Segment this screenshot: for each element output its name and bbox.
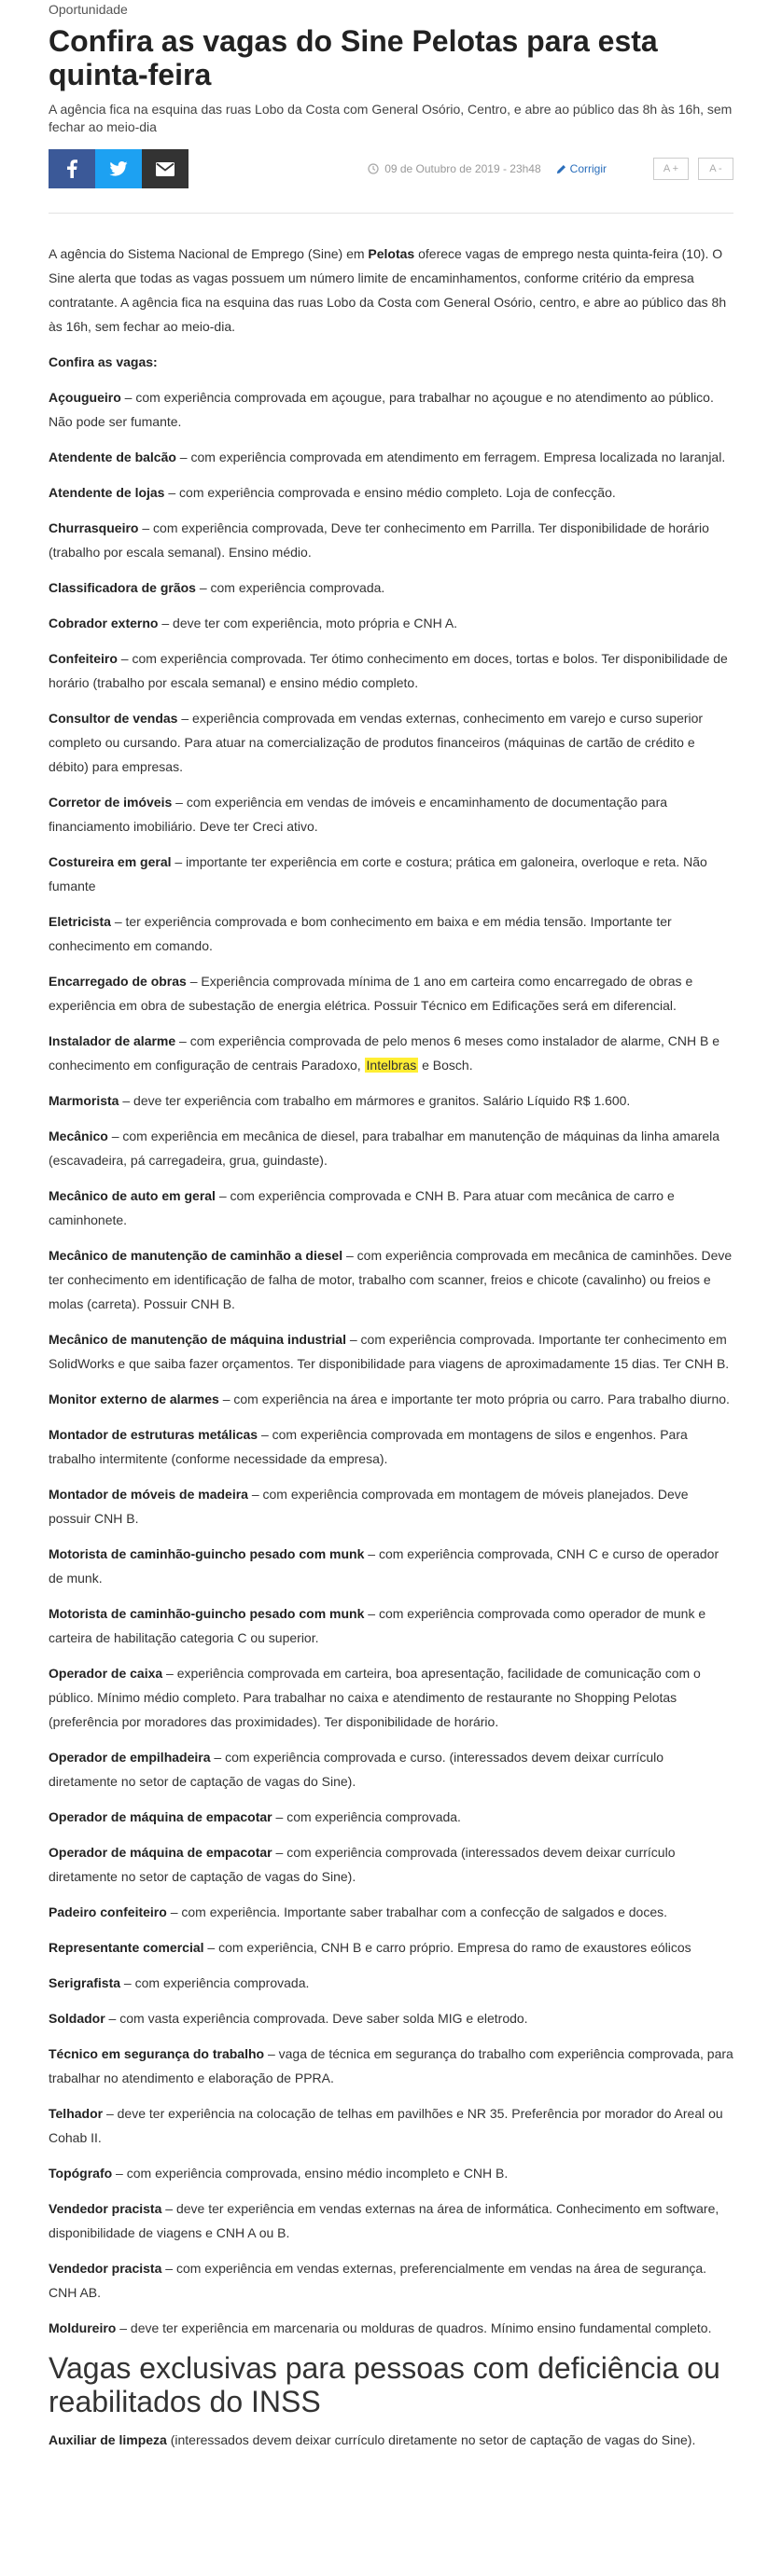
job-item bbox=[49, 2101, 733, 2150]
section-label-text: Confira as vagas: bbox=[49, 354, 158, 369]
job-description: – experiência comprovada em vendas externas, conhecimento em varejo e curso superior completo ou cursando. Para atuar na comercialização de produtos financeiros (máquinas de cartão de crédito e débito) para empresas. bbox=[49, 711, 704, 774]
article-toolbar bbox=[49, 149, 733, 188]
job-item bbox=[49, 1661, 733, 1734]
job-item bbox=[49, 1184, 733, 1232]
twitter-icon bbox=[109, 161, 128, 176]
email-share-button[interactable] bbox=[142, 149, 189, 188]
job-description: – com experiência comprovada. bbox=[272, 1809, 461, 1824]
job-item bbox=[49, 1422, 733, 1471]
job-description: – com experiência comprovada em montagem de móveis planejados. Deve possuir CNH B. bbox=[49, 1487, 689, 1526]
job-item bbox=[49, 445, 733, 469]
section-kicker: Oportunidade bbox=[49, 2, 128, 17]
pencil-icon bbox=[556, 164, 566, 174]
job-item bbox=[49, 1124, 733, 1172]
highlighted-term: Intelbras bbox=[366, 1058, 417, 1073]
job-item bbox=[49, 1971, 733, 1995]
job-title: Vendedor pracista bbox=[49, 2261, 162, 2276]
job-title: Operador de caixa bbox=[49, 1666, 163, 1681]
job-description: – com vasta experiência comprovada. Deve saber solda MIG e eletrodo. bbox=[105, 2011, 528, 2026]
job-description: – com experiência comprovada, Deve ter conhecimento em Parrilla. Ter disponibilidade de horário (trabalho por escala semanal). Ensino médio. bbox=[49, 520, 709, 560]
job-description: – experiência comprovada em carteira, boa apresentação, facilidade de comunicação com o público. Mínimo médio completo. Para trabalhar no caixa e atendimento de restaurante no Shopping Pelotas (preferência por moradores das proximidades). Ter disponibilidade de horário. bbox=[49, 1666, 701, 1729]
section-label bbox=[49, 350, 733, 374]
job-title: Topógrafo bbox=[49, 2166, 113, 2181]
job-description: – com experiência comprovada em mecânica de caminhões. Deve ter conhecimento em identificação de falha de motor, trabalho com scanner, freios e chicote (cavalinho) ou freios e molas (carreta). Possuir CNH B. bbox=[49, 1248, 733, 1311]
job-item bbox=[49, 1745, 733, 1794]
job-title: Motorista de caminhão-guincho pesado com munk bbox=[49, 1546, 365, 1561]
job-title: Monitor externo de alarmes bbox=[49, 1392, 219, 1406]
job-description: – com experiência na área e importante ter moto própria ou carro. Para trabalho diurno. bbox=[218, 1392, 730, 1406]
facebook-share-button[interactable] bbox=[49, 149, 95, 188]
pcd-job-list bbox=[49, 2428, 733, 2452]
font-decrease-button[interactable]: A - bbox=[698, 158, 733, 180]
correct-label: Corrigir bbox=[569, 162, 607, 175]
job-description: – com experiência comprovada. Importante ter conhecimento em SolidWorks e que saiba fazer orçamentos. Ter disponibilidade para viagens de aproximadamente 15 dias. Ter CNH B. bbox=[49, 1332, 730, 1371]
article-meta bbox=[368, 158, 733, 180]
job-description: – com experiência em vendas externas, preferencialmente em vendas na área de segurança. CNH AB. bbox=[49, 2261, 707, 2300]
job-title: Açougueiro bbox=[49, 390, 121, 405]
job-description: – com experiência comprovada. Ter ótimo conhecimento em doces, tortas e bolos. Ter disponibilidade de horário (trabalho por escala semanal) e ensino médio completo. bbox=[49, 651, 728, 690]
publish-date: 09 de Outubro de 2019 - 23h48 bbox=[384, 162, 541, 175]
job-description: – deve ter experiência em vendas externas na área de informática. Conhecimento em software, disponibilidade de viagens e CNH A ou B. bbox=[49, 2201, 719, 2240]
job-item bbox=[49, 1088, 733, 1113]
job-description: – deve ter experiência com trabalho em mármores e granitos. Salário Líquido R$ 1.600. bbox=[119, 1093, 631, 1108]
job-description: – com experiência comprovada e ensino médio completo. Loja de confecção. bbox=[164, 485, 616, 500]
job-description: – importante ter experiência em corte e costura; prática em galoneira, overloque e reta. Não fumante bbox=[49, 854, 707, 893]
job-description: – com experiência comprovada e curso. (interessados devem deixar currículo diretamente no setor de captação de vagas do Sine). bbox=[49, 1750, 664, 1789]
job-description: – com experiência em mecânica de diesel, para trabalhar em manutenção de máquinas da linha amarela (escavadeira, pá carregadeira, grua, guindaste). bbox=[49, 1129, 720, 1168]
job-item bbox=[49, 2006, 733, 2030]
job-description: – com experiência comprovada. bbox=[120, 1975, 310, 1990]
job-item bbox=[49, 1387, 733, 1411]
job-title: Representante comercial bbox=[49, 1940, 204, 1955]
job-item bbox=[49, 1482, 733, 1530]
job-description: – Experiência comprovada mínima de 1 ano em carteira como encarregado de obras e experiência em obra de subestação de energia elétrica. Possuir Técnico em Edificações será em diferencial. bbox=[49, 974, 693, 1013]
job-title: Corretor de imóveis bbox=[49, 795, 173, 810]
job-title: Telhador bbox=[49, 2106, 104, 2121]
job-description-end: e Bosch. bbox=[418, 1058, 473, 1073]
job-description: – com experiência comprovada (interessados devem deixar currículo diretamente no setor de captação de vagas do Sine). bbox=[49, 1845, 676, 1884]
job-item bbox=[49, 611, 733, 635]
job-description: – deve ter experiência em marcenaria ou molduras de quadros. Mínimo ensino fundamental completo. bbox=[116, 2320, 712, 2335]
envelope-icon bbox=[156, 162, 175, 176]
job-title: Eletricista bbox=[49, 914, 111, 929]
job-item bbox=[49, 969, 733, 1018]
job-title: Instalador de alarme bbox=[49, 1033, 176, 1048]
intro-text: A agência do Sistema Nacional de Emprego (Sine) em bbox=[49, 246, 369, 261]
job-title: Motorista de caminhão-guincho pesado com munk bbox=[49, 1606, 365, 1621]
twitter-share-button[interactable] bbox=[95, 149, 142, 188]
job-title: Operador de máquina de empacotar bbox=[49, 1809, 272, 1824]
job-title: Marmorista bbox=[49, 1093, 119, 1108]
job-title: Montador de móveis de madeira bbox=[49, 1487, 248, 1502]
intro-text-rest: oferece vagas de emprego nesta quinta-feira (10). O Sine alerta que todas as vagas possuem um número limite de encaminhamentos, conforme critério da empresa contratante. A agência fica na esquina das ruas Lobo da Costa com General Osório, centro, e abre ao público das 8h às 16h, sem fechar ao meio-dia. bbox=[49, 246, 727, 334]
job-item bbox=[49, 1900, 733, 1924]
job-item bbox=[49, 790, 733, 838]
job-item bbox=[49, 909, 733, 958]
job-description: – com experiência comprovada, CNH C e curso de operador de munk. bbox=[49, 1546, 719, 1586]
job-item bbox=[49, 1840, 733, 1889]
article-title: Confira as vagas do Sine Pelotas para esta quinta-feira bbox=[49, 24, 658, 91]
facebook-icon bbox=[66, 159, 77, 178]
job-description: – com experiência em vendas de imóveis e encaminhamento de documentação para financiamento imobiliário. Deve ter Creci ativo. bbox=[49, 795, 668, 834]
job-title: Mecânico de manutenção de máquina industrial bbox=[49, 1332, 346, 1347]
job-item bbox=[49, 1243, 733, 1316]
job-list bbox=[49, 385, 733, 2340]
job-title: Operador de empilhadeira bbox=[49, 1750, 211, 1765]
job-title: Classificadora de grãos bbox=[49, 580, 196, 595]
job-item bbox=[49, 1601, 733, 1650]
job-title: Padeiro confeiteiro bbox=[49, 1904, 167, 1919]
intro-paragraph bbox=[49, 242, 733, 339]
job-description: – com experiência comprovada, ensino médio incompleto e CNH B. bbox=[112, 2166, 509, 2181]
job-item bbox=[49, 850, 733, 898]
job-title: Operador de máquina de empacotar bbox=[49, 1845, 272, 1860]
job-item bbox=[49, 646, 733, 695]
job-description: – com experiência comprovada de pelo menos 6 meses como instalador de alarme, CNH B e conhecimento em configuração de centrais Paradoxo, bbox=[49, 1033, 720, 1073]
job-title: Atendente de balcão bbox=[49, 450, 176, 464]
correct-link[interactable] bbox=[556, 162, 607, 175]
job-item bbox=[49, 2042, 733, 2090]
job-title: Serigrafista bbox=[49, 1975, 121, 1990]
job-title: Vendedor pracista bbox=[49, 2201, 162, 2216]
job-title: Costureira em geral bbox=[49, 854, 172, 869]
job-title: Mecânico de auto em geral bbox=[49, 1188, 216, 1203]
pcd-heading: Vagas exclusivas para pessoas com deficiência ou reabilitados do INSS bbox=[49, 2351, 720, 2418]
job-item bbox=[49, 2161, 733, 2185]
job-item bbox=[49, 480, 733, 505]
job-description: – deve ter experiência na colocação de telhas em pavilhões e NR 35. Preferência por morador do Areal ou Cohab II. bbox=[49, 2106, 723, 2145]
font-increase-button[interactable]: A + bbox=[653, 158, 689, 180]
article-body bbox=[49, 242, 733, 2452]
job-item bbox=[49, 706, 733, 779]
job-item bbox=[49, 2316, 733, 2340]
job-item bbox=[49, 1029, 733, 1077]
intro-city: Pelotas bbox=[368, 246, 415, 261]
job-title: Mecânico de manutenção de caminhão a diesel bbox=[49, 1248, 343, 1263]
job-item bbox=[49, 385, 733, 434]
job-title: Técnico em segurança do trabalho bbox=[49, 2046, 265, 2061]
job-item bbox=[49, 2428, 733, 2452]
job-item bbox=[49, 1327, 733, 1376]
divider bbox=[49, 213, 733, 214]
job-title: Moldureiro bbox=[49, 2320, 117, 2335]
job-title: Auxiliar de limpeza bbox=[49, 2432, 167, 2447]
job-item bbox=[49, 1805, 733, 1829]
job-description: (interessados devem deixar currículo diretamente no setor de captação de vagas do Sine). bbox=[166, 2432, 696, 2447]
job-description: – com experiência comprovada e CNH B. Para atuar com mecânica de carro e caminhonete. bbox=[49, 1188, 675, 1227]
job-description: – com experiência comprovada em montagens de silos e engenhos. Para trabalho intermitente (conforme necessidade da empresa). bbox=[49, 1427, 688, 1466]
job-item bbox=[49, 2256, 733, 2305]
job-description: – ter experiência comprovada e bom conhecimento em baixa e em média tensão. Importante ter conhecimento em comando. bbox=[49, 914, 672, 953]
article-lead: A agência fica na esquina das ruas Lobo da Costa com General Osório, Centro, e abre ao público das 8h às 16h, sem fechar ao meio-dia bbox=[49, 102, 733, 134]
share-buttons bbox=[49, 149, 189, 188]
job-title: Confeiteiro bbox=[49, 651, 118, 666]
job-title: Soldador bbox=[49, 2011, 105, 2026]
job-description: – com experiência comprovada em açougue, para trabalhar no açougue e no atendimento ao público. Não pode ser fumante. bbox=[49, 390, 714, 429]
job-item bbox=[49, 2196, 733, 2245]
job-item bbox=[49, 1935, 733, 1960]
job-title: Encarregado de obras bbox=[49, 974, 187, 989]
job-title: Mecânico bbox=[49, 1129, 108, 1143]
job-title: Churrasqueiro bbox=[49, 520, 139, 535]
job-description: – com experiência comprovada em atendimento em ferragem. Empresa localizada no laranjal. bbox=[175, 450, 726, 464]
job-title: Atendente de lojas bbox=[49, 485, 165, 500]
job-description: – com experiência. Importante saber trabalhar com a confecção de salgados e doces. bbox=[166, 1904, 668, 1919]
job-title: Cobrador externo bbox=[49, 616, 159, 630]
job-title: Montador de estruturas metálicas bbox=[49, 1427, 258, 1442]
job-title: Consultor de vendas bbox=[49, 711, 178, 726]
job-item bbox=[49, 575, 733, 600]
job-description: – com experiência comprovada como operador de munk e carteira de habilitação categoria C ou superior. bbox=[49, 1606, 706, 1645]
clock-icon bbox=[368, 163, 379, 174]
job-description: – deve ter com experiência, moto própria e CNH A. bbox=[158, 616, 458, 630]
job-description: – com experiência, CNH B e carro próprio. Empresa do ramo de exaustores eólicos bbox=[203, 1940, 691, 1955]
job-description: – vaga de técnica em segurança do trabalho com experiência comprovada, para trabalhar no atendimento e elaboração de PPRA. bbox=[49, 2046, 733, 2085]
job-item bbox=[49, 516, 733, 564]
job-item bbox=[49, 1542, 733, 1590]
job-description: – com experiência comprovada. bbox=[195, 580, 385, 595]
